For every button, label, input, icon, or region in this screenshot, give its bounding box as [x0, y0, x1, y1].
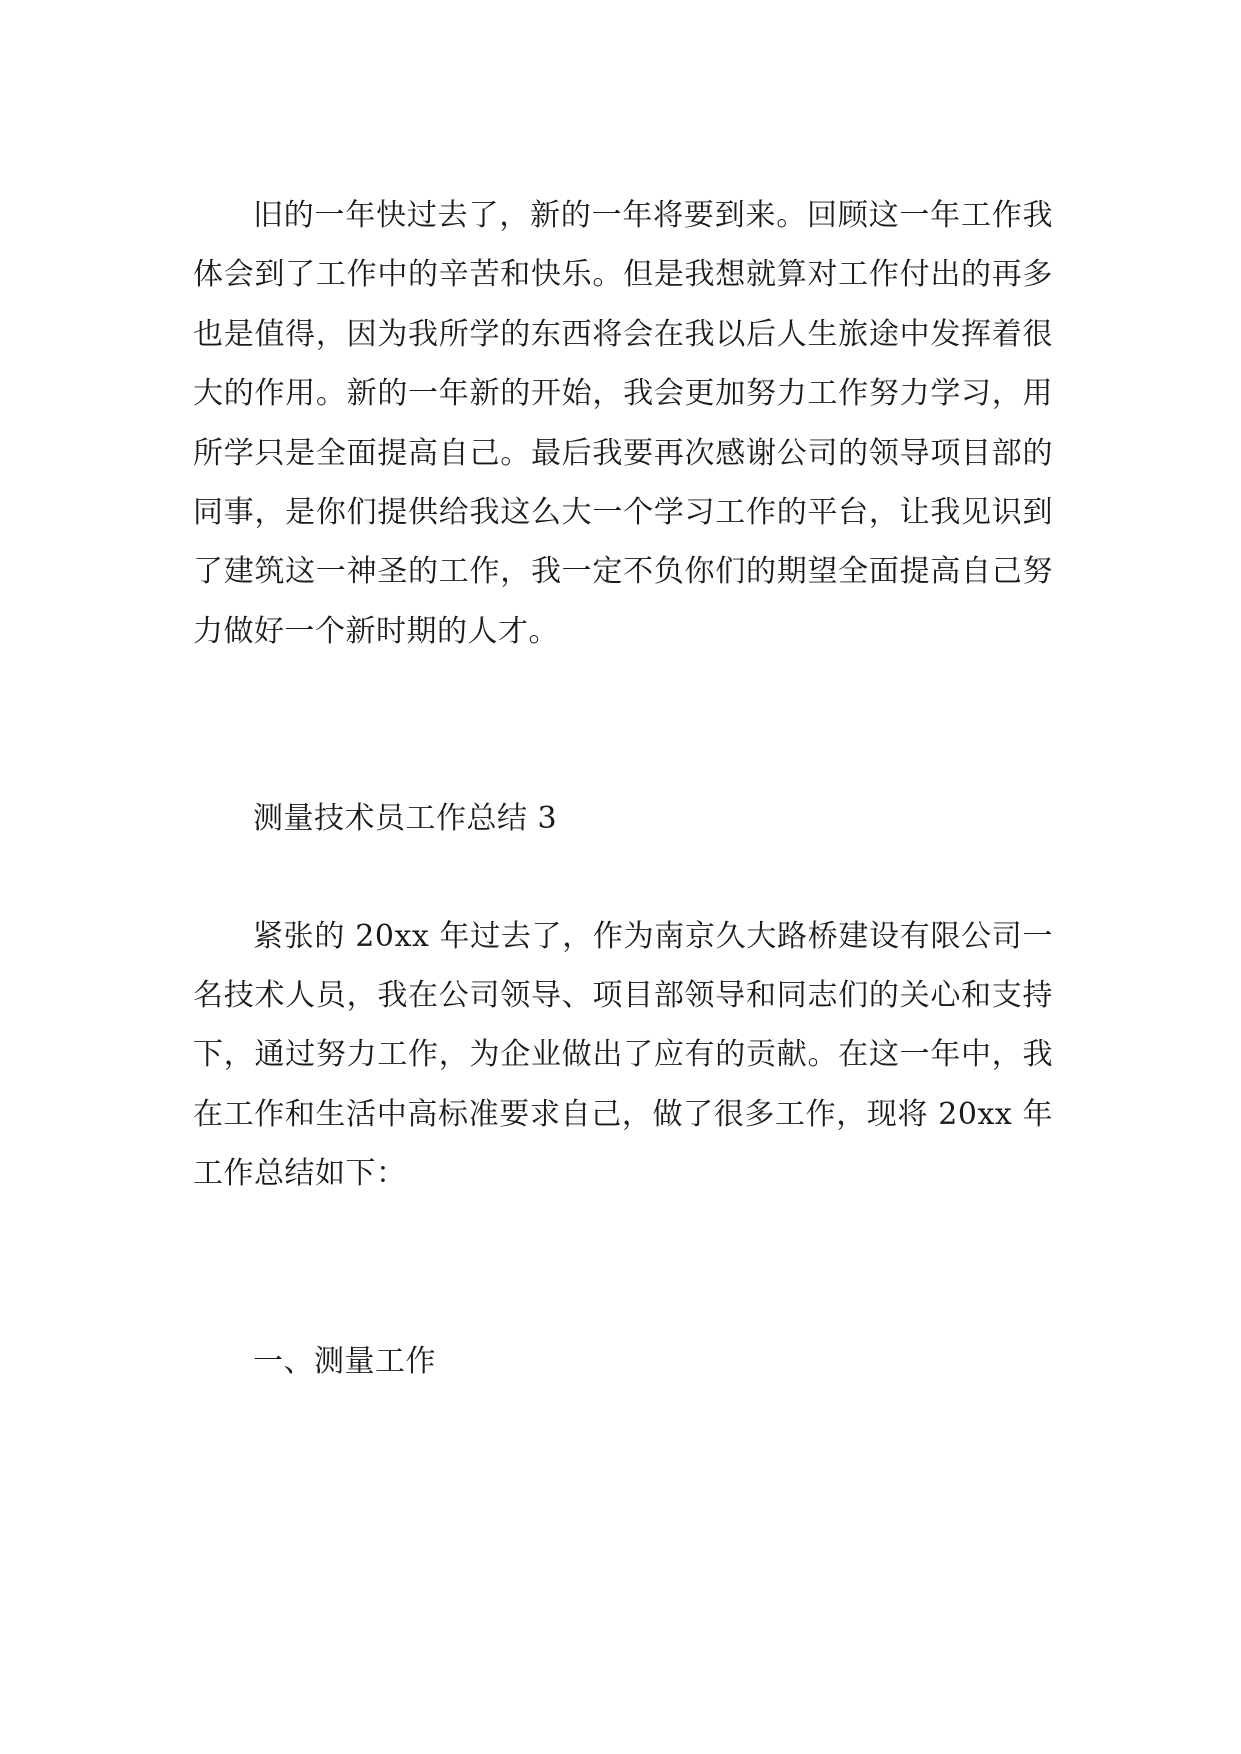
paragraph-review: 旧的一年快过去了，新的一年将要到来。回顾这一年工作我体会到了工作中的辛苦和快乐。但是我想就算对工作付出的再多也是值得，因为我所学的东西将会在我以后人生旅途中发挥着很大的作用。新的一年新的开始，我会更加努力工作努力学习，用所学只是全面提高自己。最后我要再次感谢公司的领导项目部的同事，是你们提供给我这么大一个学习工作的平台，让我见识到了建筑这一神圣的工作，我一定不负你们的期望全面提高自己努力做好一个新时期的人才。 [193, 198, 1053, 649]
subheading-survey-work: 一、测量工作 [253, 1343, 436, 1379]
spacer [193, 1204, 1053, 1332]
section-title: 测量技术员工作总结 3 [253, 801, 558, 837]
paragraph-intro: 紧张的 20xx 年过去了，作为南京久大路桥建设有限公司一名技术人员，我在公司领导、项目部领导和同志们的关心和支持下，通过努力工作，为企业做出了应有的贡献。在这一年中，我在工作和生活中高标准要求自己，做了很多工作，现将 20xx 年工作总结如下： [193, 918, 1053, 1192]
spacer [193, 849, 1053, 907]
spacer [193, 661, 1053, 789]
document-body [193, 186, 1053, 1391]
